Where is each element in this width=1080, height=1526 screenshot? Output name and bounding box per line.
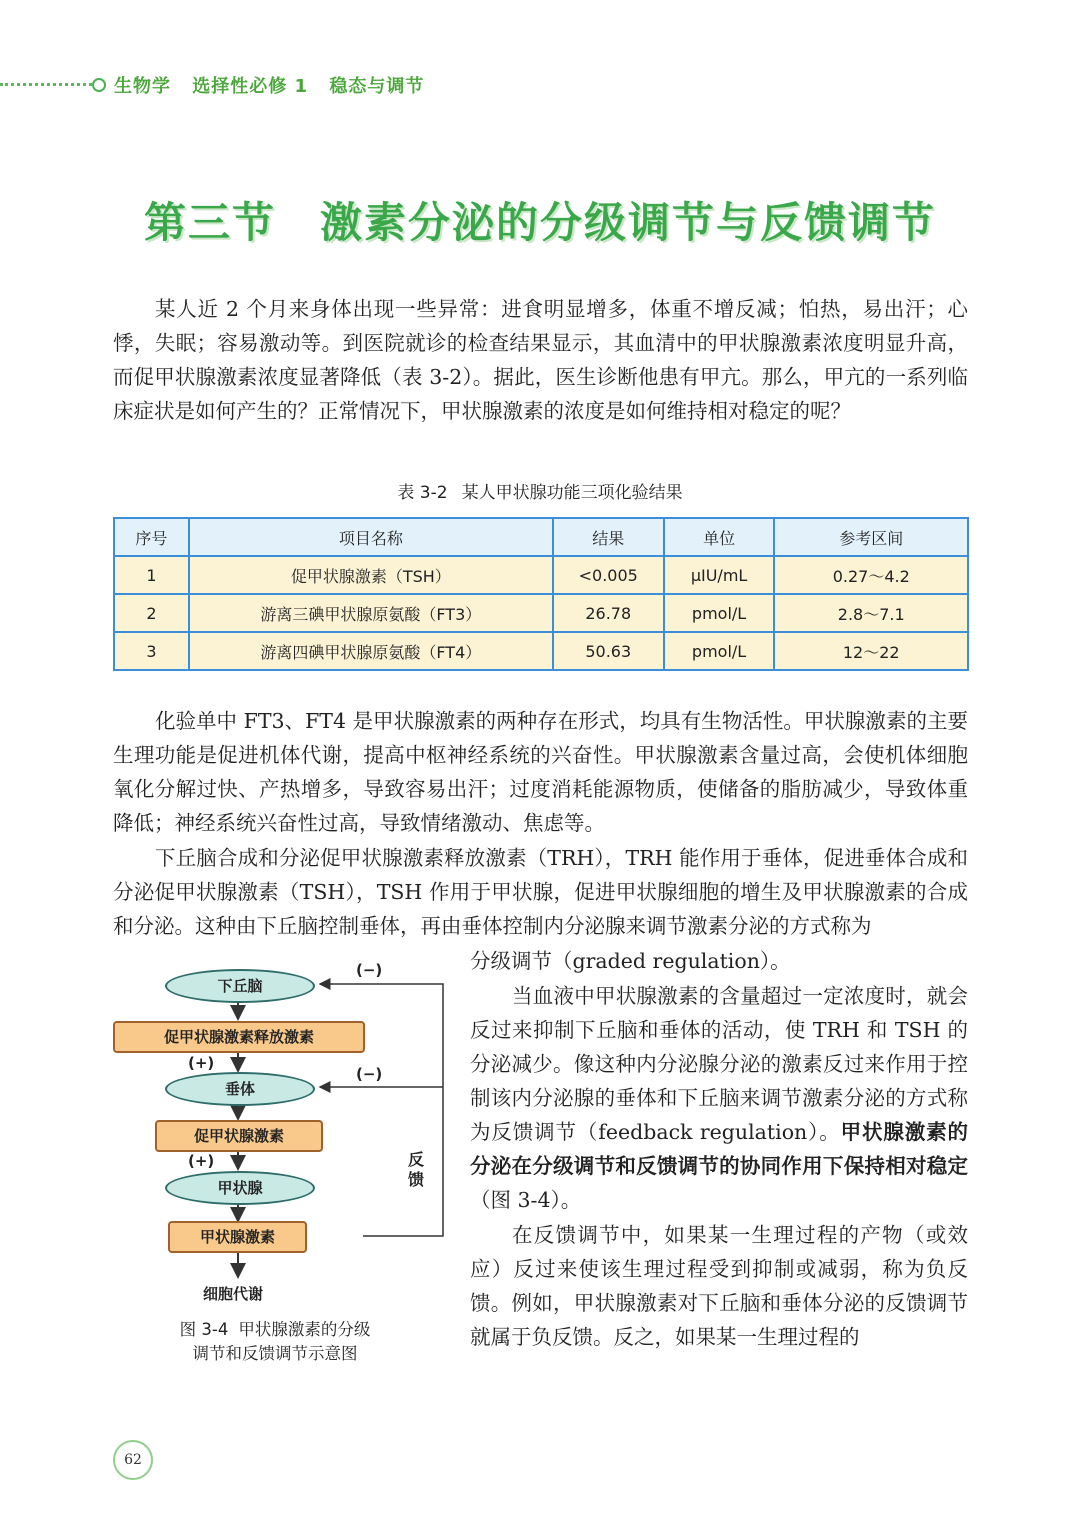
thyroid-node: 甲状腺 <box>165 1171 315 1205</box>
regulation-diagram <box>108 955 453 1355</box>
p4-normal-text: 当血液中甲状腺激素的含量超过一定浓度时，就会反过来抑制下丘脑和垂体的活动，使 TRH 和 TSH 的分泌减少。像这种内分泌腺分泌的激素反过来作用于控制该内分泌腺的垂体和下丘脑来调节激素分泌的方式称为反馈调节（feedback regulation）。 <box>470 984 968 1144</box>
section-title <box>0 190 1080 250</box>
thyroid-test-table <box>113 517 969 671</box>
body-paragraph-3: 下丘脑合成和分泌促甲状腺激素释放激素（TRH），TRH 能作用于垂体，促进垂体合成和分泌促甲状腺激素（TSH），TSH 作用于甲状腺，促进甲状腺细胞的增生及甲状腺激素的合成和分泌。这种由下丘脑控制垂体，再由垂体控制内分泌腺来调节激素分泌的方式称为 <box>113 846 968 938</box>
body-paragraph-4 <box>470 979 968 1217</box>
figure-caption-line1: 甲状腺激素的分级 <box>238 1320 371 1339</box>
table-cell: 3 <box>114 632 189 670</box>
header-cell: 项目名称 <box>189 518 553 556</box>
minus-sign-2: (−) <box>356 1065 383 1083</box>
thyroid-hormone-node: 甲状腺激素 <box>168 1221 307 1253</box>
header-cell: 单位 <box>664 518 775 556</box>
trh-node: 促甲状腺激素释放激素 <box>113 1021 365 1053</box>
page-number: 62 <box>113 1440 153 1480</box>
section-name: 激素分泌的分级调节与反馈调节 <box>320 198 937 247</box>
table-cell: μIU/mL <box>664 556 775 594</box>
pituitary-node: 垂体 <box>165 1072 315 1106</box>
table-cell: 1 <box>114 556 189 594</box>
section-number: 第三节 <box>143 198 276 247</box>
table-cell: 2 <box>114 594 189 632</box>
header-cell: 参考区间 <box>774 518 968 556</box>
table-header-row <box>114 518 968 556</box>
intro-paragraph: 某人近 2 个月来身体出现一些异常：进食明显增多，体重不增反减；怕热，易出汗；心悸，失眠；容易激动等。到医院就诊的检查结果显示，其血清中的甲状腺激素浓度明显升高，而促甲状腺激素浓度显著降低（表 3-2）。据此，医生诊断他患有甲亢。那么，甲亢的一系列临床症状是如何产生的？正常情况下，甲状腺激素的浓度是如何维持相对稳定的呢？ <box>113 297 968 423</box>
cell-metabolism-label: 细胞代谢 <box>203 1285 264 1303</box>
tsh-node: 促甲状腺激素 <box>155 1120 323 1152</box>
figure-caption <box>150 1318 400 1366</box>
figure-caption-line2: 调节和反馈调节示意图 <box>192 1344 358 1363</box>
p4-bold-text: 甲状腺激素的分泌在分级调节和反馈调节的协同作用下保持相对稳定 <box>470 1120 968 1178</box>
header-subject: 生物学 <box>114 76 171 97</box>
body-paragraph-2: 化验单中 FT3、FT4 是甲状腺激素的两种存在形式，均具有生物活性。甲状腺激素的主要生理功能是促进机体代谢，提高中枢神经系统的兴奋性。甲状腺激素含量过高，会使机体细胞氧化分解过快、产热增多，导致容易出汗；过度消耗能源物质，使储备的脂肪减少，导致体重降低；神经系统兴奋性过高，导致情绪激动、焦虑等。 <box>113 709 968 835</box>
table-row <box>114 632 968 670</box>
table-row <box>114 556 968 594</box>
feedback-label: 反馈 <box>408 1150 425 1189</box>
p4-tail-text: （图 3-4）。 <box>470 1188 582 1212</box>
table-caption <box>0 478 1080 503</box>
running-header <box>0 70 600 100</box>
plus-sign-1: (+) <box>188 1054 215 1072</box>
table-cell: 0.27～4.2 <box>774 556 968 594</box>
table-cell: 26.78 <box>553 594 664 632</box>
table-cell: 2.8～7.1 <box>774 594 968 632</box>
header-book: 选择性必修 1 <box>192 76 309 97</box>
table-row <box>114 594 968 632</box>
table-cell: 促甲状腺激素（TSH） <box>189 556 553 594</box>
body-paragraph-3-end: 分级调节（graded regulation）。 <box>470 949 791 973</box>
minus-sign-1: (−) <box>356 961 383 979</box>
table-number: 表 3-2 <box>397 483 448 503</box>
body-paragraph-5: 在反馈调节中，如果某一生理过程的产物（或效应）反过来使该生理过程受到抑制或减弱，称为负反馈。例如，甲状腺激素对下丘脑和垂体分泌的反馈调节就属于负反馈。反之，如果某一生理过程的 <box>470 1223 968 1349</box>
table-cell: 12～22 <box>774 632 968 670</box>
table-cell: <0.005 <box>553 556 664 594</box>
header-cell: 序号 <box>114 518 189 556</box>
header-ring-icon <box>92 78 106 92</box>
plus-sign-2: (+) <box>188 1152 215 1170</box>
table-title: 某人甲状腺功能三项化验结果 <box>461 483 683 503</box>
table-cell: 游离三碘甲状腺原氨酸（FT3） <box>189 594 553 632</box>
header-unit: 稳态与调节 <box>329 76 425 97</box>
table-cell: pmol/L <box>664 594 775 632</box>
figure-number: 图 3-4 <box>179 1320 229 1339</box>
header-dotted-line <box>0 83 92 86</box>
table-cell: 游离四碘甲状腺原氨酸（FT4） <box>189 632 553 670</box>
header-text <box>114 72 438 98</box>
hypothalamus-node: 下丘脑 <box>165 969 315 1003</box>
table-cell: pmol/L <box>664 632 775 670</box>
table-cell: 50.63 <box>553 632 664 670</box>
header-cell: 结果 <box>553 518 664 556</box>
